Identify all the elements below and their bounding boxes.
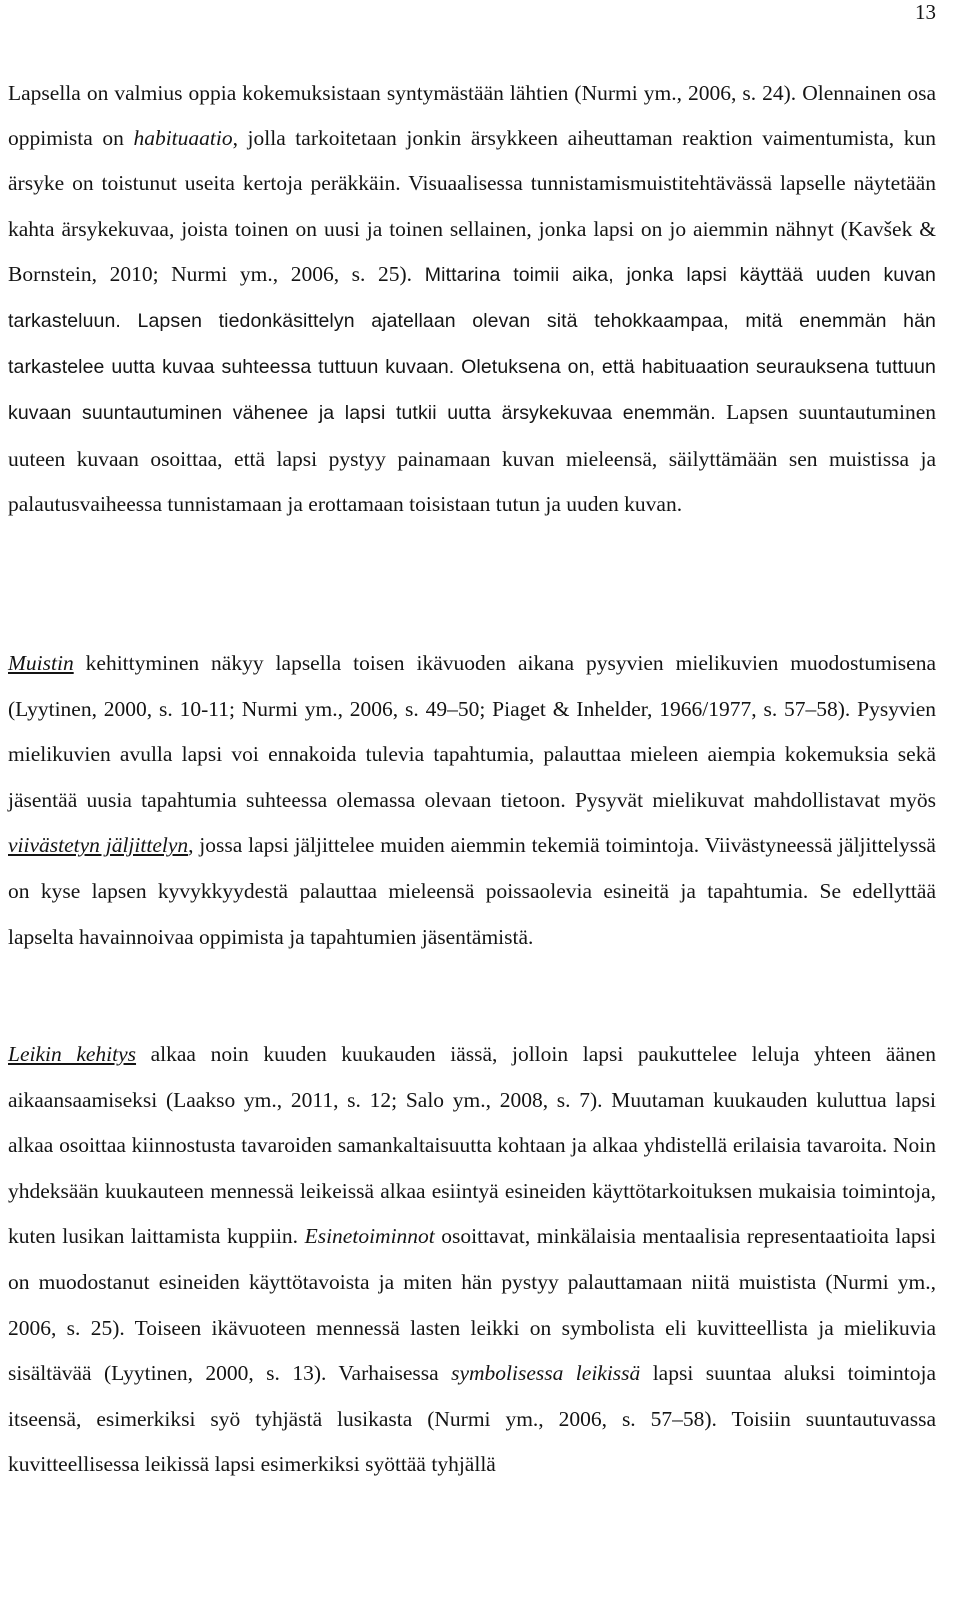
p2-text-1: kehittyminen näkyy lapsella toisen ikävuoden aikana pysyvien mielikuvien muodostumisena (Lyytinen, 2000, s. 10-11; Nurmi ym., 2006, s. 49–50; Piaget & Inhelder, 1966/1977, s. 57–58). Pysyvien mielikuvien avulla lapsi voi ennakoida tulevia tapahtumia, palauttaa mieleen aiempia kokemuksia sekä jäsentää uusia tapahtumia suhteessa olemassa olevaan tietoon. Pysyvät mielikuvat mahdollistavat myös [8,651,936,812]
term-leikin-kehitys: Leikin kehitys [8,1042,137,1066]
term-esinetoiminnot: Esinetoiminnot [304,1224,435,1249]
p3-text-2: osoittavat, minkälaisia mentaalisia representaatioita lapsi on muodostanut esineiden käyttötavoista ja miten hän pystyy palauttamaan niitä muistista (Nurmi ym., 2006, s. 25). Toiseen ikävuoteen mennessä lasten leikki on symbolista eli kuvitteellista ja mielikuvia sisältävää (Lyytinen, 2000, s. 13). Varhaisessa [8,1224,936,1386]
term-habituaatio: habituaatio [133,126,233,151]
p2-text-2: , jossa lapsi jäljittelee muiden aiemmin tekemiä toimintoja. Viivästyneessä jäljittelyssä on kyse lapsen kyvykkyydestä palauttaa mieleensä poissaolevia esineitä ja tapahtumia. Se edellyttää lapselta havainnoivaa oppimista ja tapahtumien jäsentämistä. [8,833,936,949]
term-viivastetty-jaljittely: viivästetyn jäljittelyn [8,833,189,858]
p3-text-1: alkaa noin kuuden kuukauden iässä, jolloin lapsi paukuttelee leluja yhteen äänen aikaansaamiseksi (Laakso ym., 2011, s. 12; Salo ym., 2008, s. 7). Muutaman kuukauden kuluttua lapsi alkaa osoittaa kiinnostusta tavaroiden samankaltaisuutta kohtaan ja alkaa yhdistellä erilaisia tavaroita. Noin yhdeksään kuukauteen mennessä leikeissä alkaa esiintyä esineiden käyttötarkoituksen mukaisia toimintoja, kuten lusikan laittamista kuppiin. [8,1042,936,1249]
paragraph-play [8,1032,936,1488]
p1-text-3: Mittarina toimii aika, jonka lapsi käyttää uuden kuvan tarkasteluun. [8,263,936,333]
p1-text-5: Lapsen suuntautuminen uuteen kuvaan osoittaa, että lapsi pystyy painamaan kuvan mieleensä, säilyttämään sen muistissa ja palautusvaiheessa tunnistamaan ja erottamaan toisistaan tutun ja uuden kuvan. [8,400,936,516]
p3-text-3: lapsi suuntaa aluksi toimintoja itseensä, esimerkiksi syö tyhjästä lusikasta (Nurmi ym., 2006, s. 57–58). Toisiin suuntautuvassa kuvitteellisessa leikissä lapsi esimerkiksi syöttää tyhjällä [8,1361,936,1477]
paragraph-memory [8,641,936,960]
page-number: 13 [915,0,936,24]
term-muistin: Muistin [8,651,74,675]
paragraph-habituation [8,71,936,527]
p1-text-1: Lapsella on valmius oppia kokemuksistaan syntymästään lähtien (Nurmi ym., 2006, s. 24). Olennainen osa oppimista on [8,81,936,151]
p1-text-4: Lapsen tiedonkäsittelyn ajatellaan olevan sitä tehokkaampaa, mitä enemmän hän tarkastelee uutta kuvaa suhteessa tuttuun kuvaan. Oletuksena on, että habituaation seurauksena tuttuun kuvaan suuntautuminen vähenee ja lapsi tutkii uutta ärsykekuvaa enemmän. [8,310,936,425]
term-symbolinen-leikki: symbolisessa leikissä [451,1361,641,1386]
p1-text-2: , jolla tarkoitetaan jonkin ärsykkeen aiheuttaman reaktion vaimentumista, kun ärsyke on toistunut useita kertoja peräkkäin. Visuaalisessa tunnistamismuistitehtävässä lapselle näytetään kahta ärsykekuvaa, joista toinen on uusi ja toinen sellainen, jonka lapsi on jo aiemmin nähnyt (Kavšek & Bornstein, 2010; Nurmi ym., 2006, s. 25). [8,126,936,286]
